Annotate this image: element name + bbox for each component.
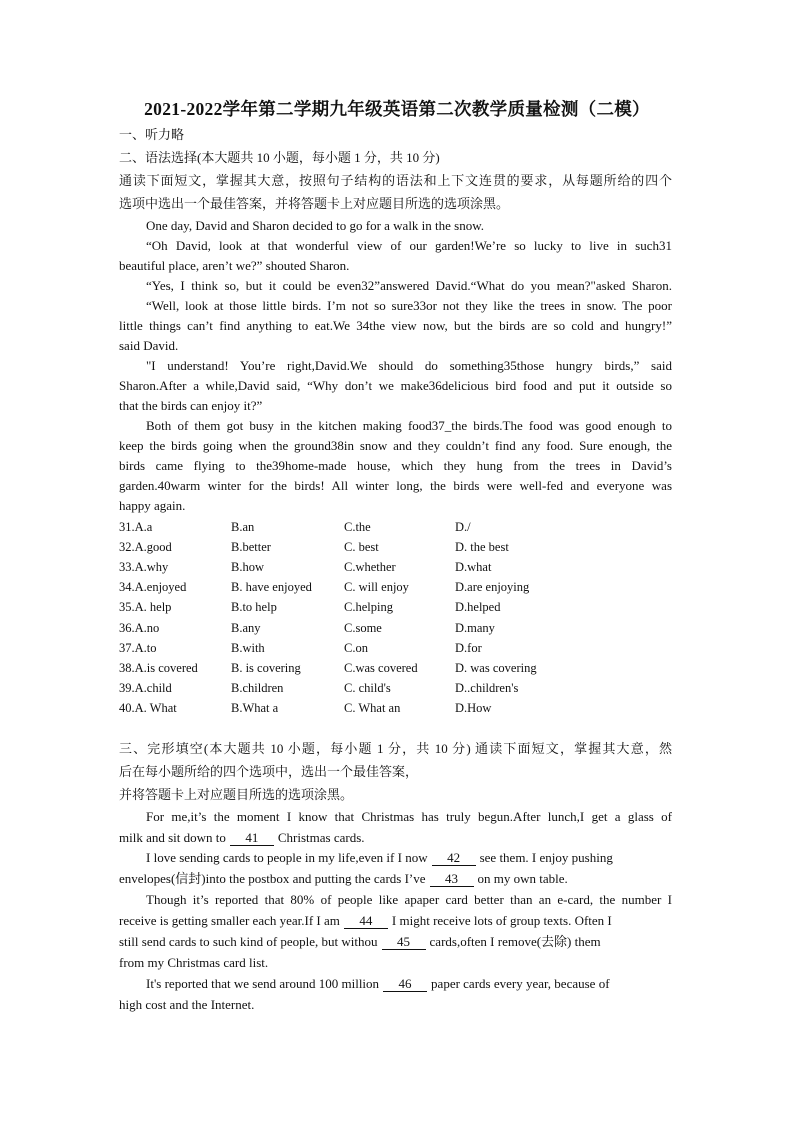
option-a: 31.A.a (119, 520, 153, 534)
option-b: B.to help (231, 600, 277, 614)
passage-line: “Yes, I think so, but it could be even32”answered David.“What do you mean?"asked Sharon. (146, 278, 672, 293)
option-d: D.helped (455, 600, 501, 614)
passage-line: garden.40warm winter for the birds! All winter long, the birds were well-fed and everyone was (119, 478, 672, 493)
passage-line: Both of them got busy in the kitchen making food37_the birds.The food was good enough to (146, 418, 672, 433)
cloze-line: high cost and the Internet. (119, 997, 255, 1012)
option-d: D.for (455, 641, 482, 655)
answer-blank[interactable]: 42 (432, 850, 476, 866)
passage-line: Sharon.After a while,David said, “Why don’t we make36delicious bird food and put it outside so (119, 378, 672, 393)
cloze-text: paper cards every year, because of (431, 976, 610, 991)
answer-blank[interactable]: 45 (382, 934, 426, 950)
option-b: B.how (231, 560, 264, 574)
option-c: C.the (344, 520, 371, 534)
option-c: C.on (344, 641, 368, 655)
cloze-line (119, 911, 612, 931)
option-b: B. is covering (231, 661, 301, 675)
cloze-line (146, 974, 610, 994)
section-grammar-heading: 二、语法选择(本大题共 10 小题，每小题 1 分，共 10 分) (119, 150, 440, 165)
option-a: 37.A.to (119, 641, 157, 655)
option-b: B.any (231, 621, 261, 635)
option-b: B. have enjoyed (231, 580, 312, 594)
cloze-text: I love sending cards to people in my life,even if I now (146, 850, 428, 865)
passage-line: beautiful place, aren’t we?” shouted Sharon. (119, 258, 350, 273)
option-c: C.some (344, 621, 382, 635)
option-a: 33.A.why (119, 560, 169, 574)
cloze-text: Christmas cards. (277, 830, 365, 845)
option-a: 38.A.is covered (119, 661, 198, 675)
cloze-text: cards,often I remove(去除) them (429, 934, 601, 949)
cloze-text: milk and sit down to (119, 830, 226, 845)
passage-line: that the birds can enjoy it?” (119, 398, 263, 413)
option-b: B.What a (231, 701, 279, 715)
section-cloze-heading: 三、完形填空(本大题共 10 小题，每小题 1 分，共 10 分) 通读下面短文，掌握其大意，然 (119, 741, 672, 756)
cloze-text: envelopes(信封)into the postbox and putting the cards I’ve (119, 871, 426, 886)
passage-line: keep the birds going when the ground38in snow and they couldn’t find any food. Sure enough, the (119, 438, 672, 453)
passage-line: happy again. (119, 498, 186, 513)
section-cloze-heading-2: 后在每小题所给的四个选项中，选出一个最佳答案， (119, 764, 419, 779)
cloze-line (146, 848, 613, 868)
passage-line: said David. (119, 338, 179, 353)
option-a: 36.A.no (119, 621, 160, 635)
option-c: C. best (344, 540, 379, 554)
section-grammar-instructions-2: 选项中选出一个最佳答案，并将答题卡上对应题目所选的选项涂黑。 (119, 196, 510, 211)
option-d: D. the best (455, 540, 509, 554)
cloze-line: from my Christmas card list. (119, 955, 269, 970)
passage-line: “Well, look at those little birds. I’m not so sure33or not they like the trees in snow. The poor (146, 298, 672, 313)
option-d: D./ (455, 520, 471, 534)
cloze-text: see them. I enjoy pushing (479, 850, 613, 865)
option-a: 39.A.child (119, 681, 172, 695)
option-b: B.with (231, 641, 265, 655)
option-d: D. was covering (455, 661, 537, 675)
section-grammar-instructions: 通读下面短文，掌握其大意，按照句子结构的语法和上下文连贯的要求，从每题所给的四个 (119, 173, 672, 188)
section-cloze-heading-3: 并将答题卡上对应题目所选的选项涂黑。 (119, 787, 354, 802)
option-c: C.was covered (344, 661, 418, 675)
cloze-line: For me,it’s the moment I know that Christmas has truly begun.After lunch,I get a glass of (146, 809, 672, 824)
cloze-text: still send cards to such kind of people, but withou (119, 934, 378, 949)
cloze-line (119, 932, 601, 952)
answer-blank[interactable]: 43 (430, 871, 474, 887)
cloze-text: on my own table. (477, 871, 568, 886)
option-d: D.How (455, 701, 492, 715)
section-listening: 一、听力略 (119, 127, 185, 142)
passage-line: One day, David and Sharon decided to go for a walk in the snow. (146, 218, 485, 233)
answer-blank[interactable]: 44 (344, 913, 388, 929)
option-b: B.better (231, 540, 271, 554)
option-c: C.whether (344, 560, 396, 574)
cloze-line: Though it’s reported that 80% of people like apaper card better than an e-card, the number I (146, 892, 672, 907)
cloze-text: I might receive lots of group texts. Often I (391, 913, 612, 928)
option-a: 40.A. What (119, 701, 177, 715)
passage-line: “Oh David, look at that wonderful view of our garden!We’re so lucky to live in such31 (146, 238, 672, 253)
option-d: D.what (455, 560, 492, 574)
answer-blank[interactable]: 46 (383, 976, 427, 992)
option-c: C. What an (344, 701, 401, 715)
option-b: B.children (231, 681, 284, 695)
option-b: B.an (231, 520, 255, 534)
passage-line: little things can’t find anything to eat.We 34the view now, but the birds are so cold and hungry!” (119, 318, 672, 333)
cloze-text: It's reported that we send around 100 million (146, 976, 380, 991)
passage-line: "I understand! You’re right,David.We should do something35those hungry birds,” said (146, 358, 672, 373)
passage-line: birds came flying to the39home-made house, which they hung from the trees in David’s (119, 458, 672, 473)
option-d: D..children's (455, 681, 519, 695)
cloze-line (119, 869, 568, 889)
option-c: C. child's (344, 681, 391, 695)
option-d: D.are enjoying (455, 580, 530, 594)
option-a: 35.A. help (119, 600, 172, 614)
cloze-text: receive is getting smaller each year.If I am (119, 913, 340, 928)
option-c: C.helping (344, 600, 393, 614)
option-a: 34.A.enjoyed (119, 580, 187, 594)
page-title: 2021-2022学年第二学期九年级英语第二次教学质量检测（二模） (144, 99, 650, 119)
option-a: 32.A.good (119, 540, 172, 554)
answer-blank[interactable]: 41 (230, 830, 274, 846)
option-d: D.many (455, 621, 495, 635)
option-c: C. will enjoy (344, 580, 409, 594)
cloze-line (119, 828, 365, 848)
